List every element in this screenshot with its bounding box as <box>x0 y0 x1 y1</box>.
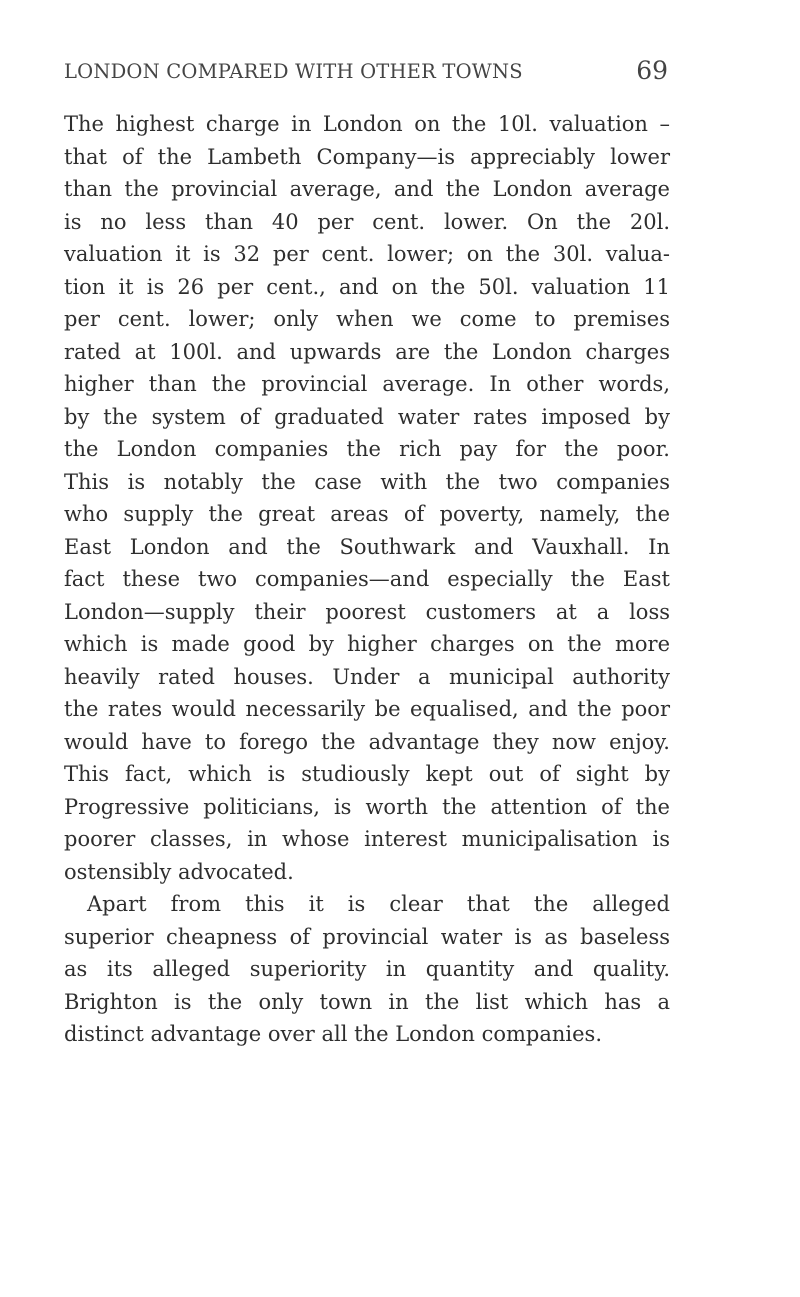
text-line: East London and the Southwark and Vauxhall. In <box>64 534 670 559</box>
text-line: Progressive politicians, is worth the attention of the <box>64 794 670 819</box>
paragraph-2 <box>64 888 670 1051</box>
text-line: heavily rated houses. Under a municipal authority <box>64 664 670 689</box>
running-head <box>64 56 668 90</box>
text-line: by the system of graduated water rates imposed by <box>64 404 670 429</box>
text-line: Brighton is the only town in the list which has a <box>64 989 670 1014</box>
text-line: valuation it is 32 per cent. lower; on the 30l. valua- <box>64 242 670 266</box>
text-line: rated at 100l. and upwards are the London charges <box>64 339 670 364</box>
text-line: distinct advantage over all the London companies. <box>64 1022 603 1046</box>
text-line: which is made good by higher charges on the more <box>64 632 670 656</box>
text-line: Apart from this it is clear that the alleged <box>87 892 670 916</box>
text-line: superior cheapness of provincial water is as baseless <box>64 924 670 949</box>
text-line: poorer classes, in whose interest municipalisation is <box>64 827 670 851</box>
text-line: This is notably the case with the two companies <box>64 469 670 494</box>
text-line: The highest charge in London on the 10l. valuation – <box>64 112 670 136</box>
text-line: higher than the provincial average. In other words, <box>64 372 670 396</box>
text-line: the London companies the rich pay for the poor. <box>64 437 670 461</box>
paragraph-1 <box>64 108 670 888</box>
text-line: This fact, which is studiously kept out of sight by <box>64 762 670 786</box>
text-line: per cent. lower; only when we come to premises <box>64 307 670 331</box>
running-title: LONDON COMPARED WITH OTHER TOWNS <box>64 60 523 83</box>
text-line: who supply the great areas of poverty, namely, the <box>64 502 670 526</box>
text-line: is no less than 40 per cent. lower. On the 20l. <box>64 209 670 234</box>
text-line: tion it is 26 per cent., and on the 50l. valuation 11 <box>64 274 670 299</box>
text-line: as its alleged superiority in quantity and quality. <box>64 957 670 981</box>
page-number: 69 <box>636 56 668 85</box>
body-text <box>64 108 670 1051</box>
text-line: that of the Lambeth Company—is appreciably lower <box>64 144 670 169</box>
text-line: the rates would necessarily be equalised, and the poor <box>64 697 670 721</box>
text-line: ostensibly advocated. <box>64 859 294 884</box>
text-line: would have to forego the advantage they now enjoy. <box>64 729 670 754</box>
text-line: than the provincial average, and the London average <box>64 177 670 201</box>
text-line: fact these two companies—and especially the East <box>64 567 670 591</box>
text-line: London—supply their poorest customers at a loss <box>64 599 670 624</box>
